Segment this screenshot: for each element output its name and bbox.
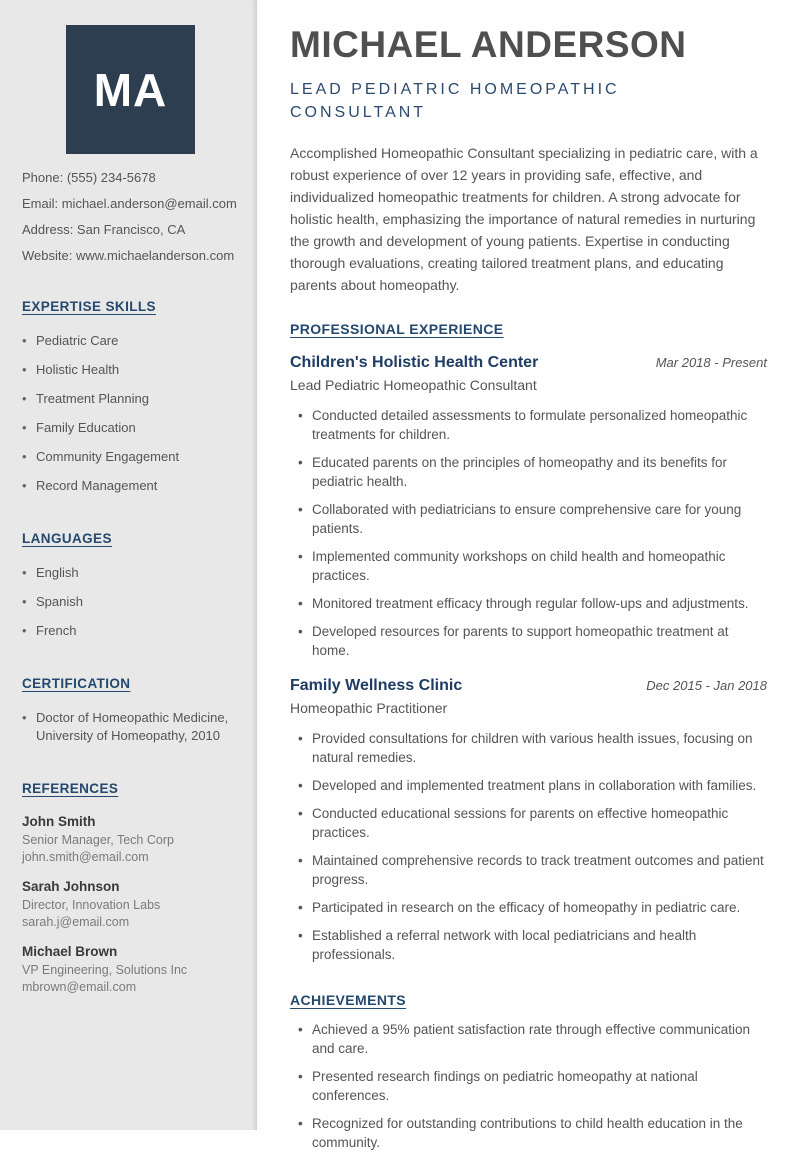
certification-heading: CERTIFICATION <box>22 676 131 691</box>
skills-heading: EXPERTISE SKILLS <box>22 299 156 314</box>
reference-entry <box>22 814 239 866</box>
main-content <box>257 0 800 1151</box>
reference-name: Sarah Johnson <box>22 879 120 894</box>
job-dates: Dec 2015 - Jan 2018 <box>646 678 767 694</box>
job-header <box>290 354 767 372</box>
languages-section <box>22 531 239 640</box>
reference-email: john.smith@email.com <box>22 850 149 864</box>
achievements-list <box>290 1020 767 1152</box>
skills-section <box>22 299 239 495</box>
contact-website: Website: www.michaelanderson.com <box>22 248 235 263</box>
reference-role: Senior Manager, Tech Corp <box>22 833 174 847</box>
job-dates: Mar 2018 - Present <box>655 355 767 371</box>
person-title: LEAD PEDIATRIC HOMEOPATHIC CONSULTANT <box>290 80 620 122</box>
job-bullet: • Conducted educational sessions for parents on effective homeopathic practices. <box>290 804 767 842</box>
job-bullet: • Participated in research on the efficacy of homeopathy in pediatric care. <box>290 898 767 917</box>
skills-list <box>22 332 239 495</box>
reference-name: John Smith <box>22 814 96 829</box>
languages-list <box>22 564 239 640</box>
job-bullet: • Developed and implemented treatment plans in collaboration with families. <box>290 776 767 795</box>
references-section <box>22 781 239 996</box>
job-bullet: • Developed resources for parents to support homeopathic treatment at home. <box>290 622 767 660</box>
person-name: MICHAEL ANDERSON <box>290 24 687 65</box>
job-bullet: • Conducted detailed assessments to formulate personalized homeopathic treatments for children. <box>290 406 767 444</box>
language-item: • French <box>22 622 239 640</box>
job-role: Lead Pediatric Homeopathic Consultant <box>290 377 537 394</box>
job-entry <box>290 677 767 964</box>
job-bullets <box>290 729 767 964</box>
experience-section <box>290 321 767 964</box>
achievement-item: • Recognized for outstanding contributions to child health education in the community. <box>290 1114 767 1152</box>
references-heading: REFERENCES <box>22 781 119 796</box>
certification-section <box>22 676 239 745</box>
job-bullets <box>290 406 767 660</box>
achievements-heading: ACHIEVEMENTS <box>290 992 407 1009</box>
contact-phone: Phone: (555) 234-5678 <box>22 170 156 185</box>
reference-role: VP Engineering, Solutions Inc <box>22 963 188 977</box>
skill-item: • Holistic Health <box>22 361 239 379</box>
contact-email: Email: michael.anderson@email.com <box>22 196 237 211</box>
job-bullet: • Implemented community workshops on child health and homeopathic practices. <box>290 547 767 585</box>
language-item: • English <box>22 564 239 582</box>
avatar <box>66 25 195 154</box>
certification-list <box>22 709 239 745</box>
reference-role: Director, Innovation Labs <box>22 898 161 912</box>
sidebar <box>0 0 257 1130</box>
achievement-item: • Presented research findings on pediatric homeopathy at national conferences. <box>290 1067 767 1105</box>
skill-item: • Community Engagement <box>22 448 239 466</box>
skill-item: • Pediatric Care <box>22 332 239 350</box>
certification-item: • Doctor of Homeopathic Medicine, University of Homeopathy, 2010 <box>22 709 239 745</box>
job-header <box>290 677 767 695</box>
reference-email: sarah.j@email.com <box>22 915 130 929</box>
summary-paragraph: Accomplished Homeopathic Consultant specializing in pediatric care, with a robust experience of over 12 years in providing safe, effective, and individualized homeopathic treatments for children. A strong advocate for holistic health, emphasizing the importance of natural remedies in nurturing the growth and development of young patients. Expertise in conducting thorough evaluations, creating tailored treatment plans, and educating parents about homeopathy. <box>290 145 758 294</box>
skill-item: • Treatment Planning <box>22 390 239 408</box>
experience-heading: PROFESSIONAL EXPERIENCE <box>290 321 504 338</box>
contact-address: Address: San Francisco, CA <box>22 222 186 237</box>
reference-name: Michael Brown <box>22 944 118 959</box>
reference-entry <box>22 879 239 931</box>
job-bullet: • Established a referral network with local pediatricians and health professionals. <box>290 926 767 964</box>
avatar-initials: MA <box>93 63 168 116</box>
skill-item: • Family Education <box>22 419 239 437</box>
languages-heading: LANGUAGES <box>22 531 112 546</box>
reference-entry <box>22 944 239 996</box>
language-item: • Spanish <box>22 593 239 611</box>
job-bullet: • Monitored treatment efficacy through regular follow-ups and adjustments. <box>290 594 767 613</box>
achievements-section <box>290 992 767 1152</box>
job-role: Homeopathic Practitioner <box>290 700 448 717</box>
job-bullet: • Collaborated with pediatricians to ensure comprehensive care for young patients. <box>290 500 767 538</box>
contact-info <box>22 170 239 263</box>
job-bullet: • Educated parents on the principles of homeopathy and its benefits for pediatric health. <box>290 453 767 491</box>
reference-email: mbrown@email.com <box>22 980 137 994</box>
job-company: Children's Holistic Health Center <box>290 354 539 372</box>
job-entry <box>290 354 767 660</box>
job-bullet: • Provided consultations for children with various health issues, focusing on natural remedies. <box>290 729 767 767</box>
job-bullet: • Maintained comprehensive records to track treatment outcomes and patient progress. <box>290 851 767 889</box>
skill-item: • Record Management <box>22 477 239 495</box>
job-company: Family Wellness Clinic <box>290 677 463 695</box>
achievement-item: • Achieved a 95% patient satisfaction rate through effective communication and care. <box>290 1020 767 1058</box>
